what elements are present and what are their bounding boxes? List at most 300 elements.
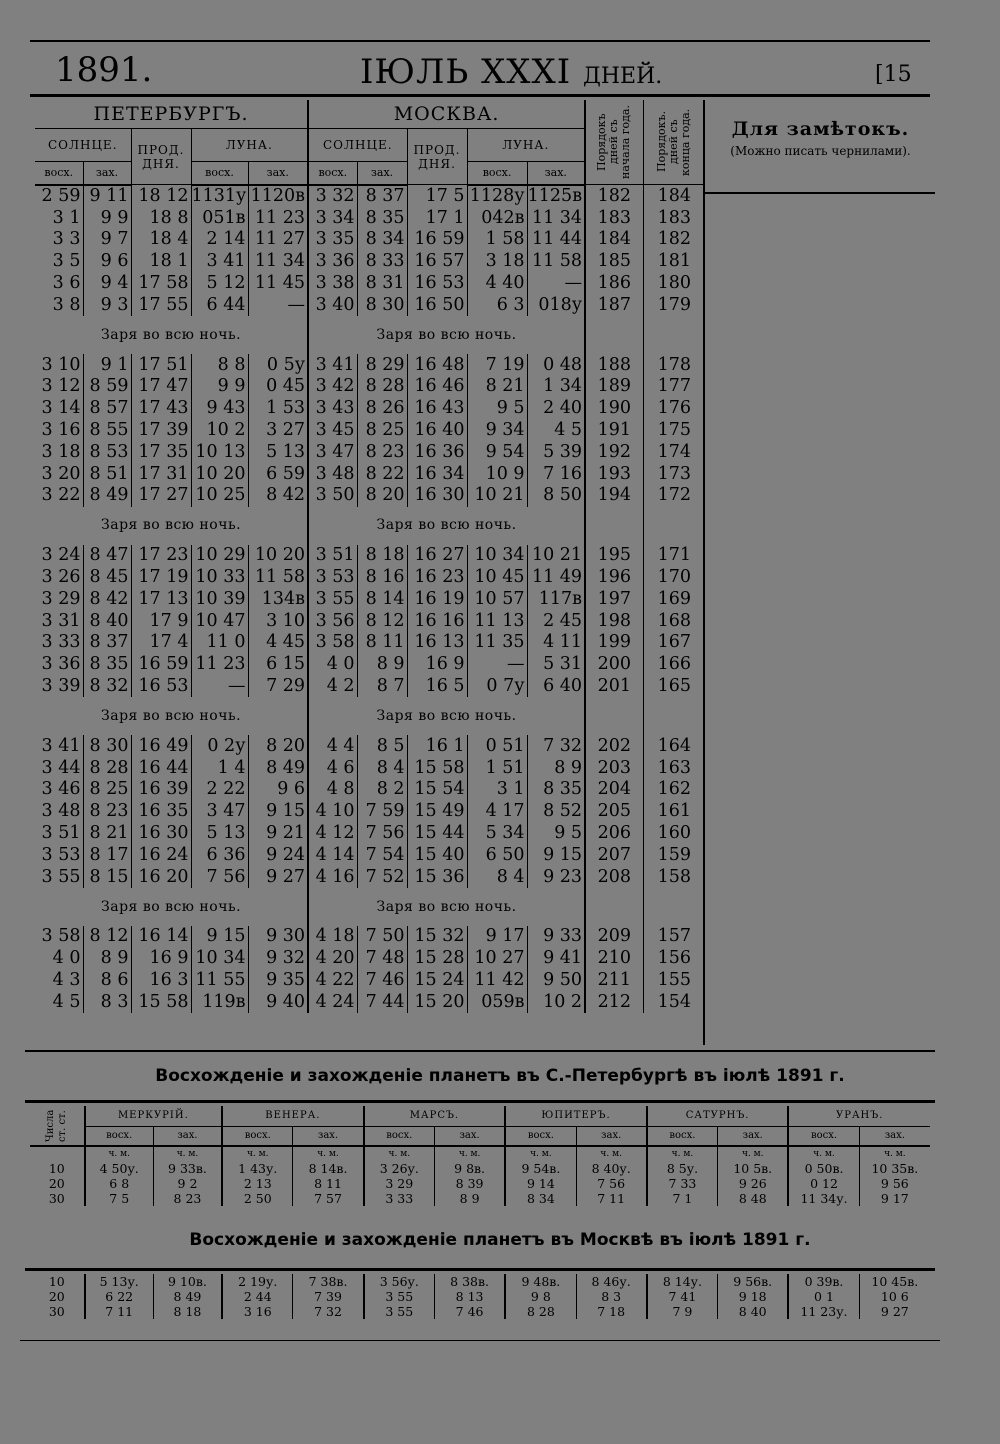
- ephemeris-cell: 16 19: [407, 588, 467, 610]
- ephemeris-row: [35, 251, 705, 273]
- planet-cell: 7 46: [434, 1304, 505, 1319]
- ephemeris-cell: 2 40: [527, 398, 585, 420]
- ephemeris-cell: 7 50: [357, 926, 407, 948]
- ephemeris-cell: 0 7у: [467, 676, 527, 698]
- ephemeris-cell: 3 47: [308, 441, 357, 463]
- ephemeris-cell: 8 35: [357, 207, 407, 229]
- ephemeris-cell: 17 9: [131, 610, 191, 632]
- ephemeris-cell: 8 2: [357, 779, 407, 801]
- unit-cell: ч. м.: [788, 1146, 859, 1161]
- ephemeris-row: [35, 779, 705, 801]
- planet-jupiter: ЮПИТЕРЪ.: [505, 1106, 647, 1127]
- ephemeris-cell: 8 14: [357, 588, 407, 610]
- ephemeris-cell: 211: [585, 970, 643, 992]
- planet-cell: 9 14: [505, 1176, 576, 1191]
- ephemeris-cell: 9 15: [248, 801, 308, 823]
- ephemeris-cell: 8 28: [357, 376, 407, 398]
- ephemeris-cell: 8 49: [83, 485, 131, 507]
- ephemeris-cell: 3 27: [248, 420, 308, 442]
- ephemeris-cell: 176: [643, 398, 705, 420]
- dawn-row: [35, 507, 705, 545]
- ephemeris-cell: 165: [643, 676, 705, 698]
- ephemeris-cell: 7 48: [357, 948, 407, 970]
- planet-cell: 0 12: [788, 1176, 859, 1191]
- ephemeris-cell: 8 42: [83, 588, 131, 610]
- ephemeris-cell: 169: [643, 588, 705, 610]
- ephemeris-cell: 10 57: [467, 588, 527, 610]
- ephemeris-cell: 3 42: [308, 376, 357, 398]
- ephemeris-cell: 1128у: [467, 185, 527, 208]
- ephemeris-cell: 8 33: [357, 251, 407, 273]
- planet-cell: 8 28: [505, 1304, 576, 1319]
- ephemeris-cell: 10 45: [467, 567, 527, 589]
- ephemeris-row: [35, 844, 705, 866]
- planet-cell: 7 39: [293, 1289, 364, 1304]
- ephemeris-cell: 17 5: [407, 185, 467, 208]
- planet-cell: 10 6: [859, 1289, 930, 1304]
- planet-cell: 8 18: [153, 1304, 222, 1319]
- ephemeris-cell: 4 8: [308, 779, 357, 801]
- ephemeris-cell: 10 33: [191, 567, 248, 589]
- planet-cell: 2 19у.: [222, 1274, 293, 1289]
- ephemeris-cell: 9 9: [191, 376, 248, 398]
- msk-sun-header: СОЛНЦЕ.: [308, 129, 407, 162]
- dawn-note-spb: Заря во всю ночь.: [101, 517, 242, 534]
- ephemeris-cell: 3 38: [308, 273, 357, 295]
- ephemeris-cell: 8 47: [83, 545, 131, 567]
- ephemeris-cell: 15 54: [407, 779, 467, 801]
- ephemeris-cell: 3 45: [308, 420, 357, 442]
- ephemeris-cell: 8 22: [357, 463, 407, 485]
- dawn-row: [35, 697, 705, 735]
- ephemeris-cell: 0 2у: [191, 735, 248, 757]
- ephemeris-cell: 8 57: [83, 398, 131, 420]
- ephemeris-cell: 0 51: [467, 735, 527, 757]
- planet-cell: 7 9: [647, 1304, 718, 1319]
- ephemeris-cell: 10 2: [191, 420, 248, 442]
- planet-cell: 9 56: [859, 1176, 930, 1191]
- ephemeris-cell: 9 5: [467, 398, 527, 420]
- ephemeris-cell: 204: [585, 779, 643, 801]
- ephemeris-cell: 10 34: [467, 545, 527, 567]
- ephemeris-cell: 8 5: [357, 735, 407, 757]
- ephemeris-cell: 210: [585, 948, 643, 970]
- ephemeris-cell: 11 49: [527, 567, 585, 589]
- ephemeris-cell: 0 5у: [248, 354, 308, 376]
- ephemeris-cell: 16 1: [407, 735, 467, 757]
- ephemeris-cell: 15 44: [407, 823, 467, 845]
- jupiter-rise: восх.: [505, 1127, 576, 1147]
- spb-sun-set: зах.: [83, 161, 131, 185]
- dawn-row: [35, 316, 705, 354]
- month-title: [360, 52, 662, 92]
- ephemeris-cell: 193: [585, 463, 643, 485]
- ephemeris-cell: 1 53: [248, 398, 308, 420]
- planet-cell: 8 49: [153, 1289, 222, 1304]
- unit-cell: ч. м.: [364, 1146, 435, 1161]
- ephemeris-cell: 157: [643, 926, 705, 948]
- planet-cell: 7 11: [85, 1304, 154, 1319]
- ephemeris-cell: 8 3: [83, 991, 131, 1013]
- spb-sun-rise: восх.: [35, 161, 83, 185]
- ephemeris-cell: 3 53: [41, 844, 81, 865]
- ephemeris-cell: 11 44: [527, 229, 585, 251]
- ephemeris-cell: 17 19: [131, 567, 191, 589]
- ephemeris-cell: 15 58: [131, 991, 191, 1013]
- ephemeris-row: [35, 185, 705, 208]
- ephemeris-cell: 192: [585, 441, 643, 463]
- ephemeris-cell: 7 54: [357, 844, 407, 866]
- ephemeris-cell: 7 44: [357, 991, 407, 1013]
- ephemeris-cell: 9 17: [467, 926, 527, 948]
- ephemeris-cell: 188: [585, 354, 643, 376]
- planet-cell: 10 35в.: [859, 1161, 930, 1176]
- ephemeris-cell: 9 15: [527, 844, 585, 866]
- ephemeris-cell: 3 35: [308, 229, 357, 251]
- ephemeris-cell: 8 52: [527, 801, 585, 823]
- ephemeris-cell: 9 35: [248, 970, 308, 992]
- planet-date: 10: [48, 1160, 65, 1176]
- ephemeris-cell: 3 40: [308, 294, 357, 316]
- ephemeris-cell: 8 12: [83, 926, 131, 948]
- ephemeris-row: [35, 545, 705, 567]
- ephemeris-cell: 3 6: [52, 273, 81, 294]
- ephemeris-cell: 15 58: [407, 757, 467, 779]
- planet-cell: 9 54в.: [505, 1161, 576, 1176]
- ephemeris-cell: 042в: [467, 207, 527, 229]
- planet-saturn: САТУРНЪ.: [647, 1106, 789, 1127]
- ephemeris-cell: 8 17: [83, 844, 131, 866]
- ephemeris-cell: 8 23: [83, 801, 131, 823]
- city-msk: МОСКВА.: [308, 100, 585, 129]
- planet-row: [30, 1304, 930, 1319]
- ephemeris-cell: 3 14: [41, 398, 81, 419]
- planet-cell: 3 33: [364, 1191, 435, 1206]
- ephemeris-cell: 10 20: [248, 545, 308, 567]
- ephemeris-cell: 7 52: [357, 866, 407, 888]
- venus-rise: восх.: [222, 1127, 293, 1147]
- ephemeris-cell: 172: [643, 485, 705, 507]
- mercury-set: зах.: [153, 1127, 222, 1147]
- ephemeris-cell: 8 16: [357, 567, 407, 589]
- ephemeris-cell: 9 32: [248, 948, 308, 970]
- planets-spb-title: Восхожденіе и захожденіе планетъ въ С.-Петербургѣ въ іюлѣ 1891 г.: [155, 1066, 845, 1086]
- ephemeris-cell: 11 0: [191, 632, 248, 654]
- planet-cell: 7 11: [576, 1191, 647, 1206]
- mars-rise: восх.: [364, 1127, 435, 1147]
- unit-empty: [30, 1146, 85, 1161]
- notes-rule: [705, 192, 935, 194]
- ephemeris-row: [35, 801, 705, 823]
- venus-set: зах.: [293, 1127, 364, 1147]
- ephemeris-cell: 3 1: [467, 779, 527, 801]
- ephemeris-cell: 9 9: [83, 207, 131, 229]
- ephemeris-cell: 3 51: [41, 823, 81, 844]
- msk-dur-word: ПРОД.: [413, 142, 461, 157]
- ephemeris-cell: 3 16: [41, 420, 81, 441]
- ephemeris-cell: 3 24: [41, 545, 81, 566]
- year-title: 1891.: [55, 50, 153, 90]
- ephemeris-cell: 6 40: [527, 676, 585, 698]
- planet-row: [30, 1289, 930, 1304]
- planet-cell: 8 9: [434, 1191, 505, 1206]
- spb-sun-header: СОЛНЦЕ.: [35, 129, 131, 162]
- dawn-empty: [643, 507, 705, 545]
- ephemeris-cell: 16 53: [407, 273, 467, 295]
- ephemeris-cell: 7 16: [527, 463, 585, 485]
- spb-duration-header: [131, 129, 191, 185]
- ephemeris-cell: 6 50: [467, 844, 527, 866]
- ephemeris-cell: 8 21: [83, 823, 131, 845]
- ephemeris-cell: 3 3: [52, 229, 81, 250]
- city-spb: ПЕТЕРБУРГЪ.: [35, 100, 308, 129]
- mercury-rise: восх.: [85, 1127, 154, 1147]
- ephemeris-cell: 8 32: [83, 676, 131, 698]
- ephemeris-cell: 8 25: [83, 779, 131, 801]
- ephemeris-cell: 0 45: [248, 376, 308, 398]
- unit-cell: ч. м.: [859, 1146, 930, 1161]
- ephemeris-cell: —: [248, 294, 308, 316]
- planets-msk-title: Восхожденіе и захожденіе планетъ въ Москвѣ въ іюлѣ 1891 г.: [189, 1230, 811, 1250]
- ephemeris-cell: 11 23: [248, 207, 308, 229]
- ephemeris-cell: 4 22: [308, 970, 357, 992]
- planet-cell: 6 22: [85, 1289, 154, 1304]
- ephemeris-cell: 3 22: [41, 485, 81, 506]
- planet-cell: 1 43у.: [222, 1161, 293, 1176]
- ephemeris-row: [35, 926, 705, 948]
- ephemeris-cell: 3 10: [41, 354, 81, 375]
- msk-duration-header: [407, 129, 467, 185]
- ephemeris-cell: 9 1: [83, 354, 131, 376]
- ephemeris-cell: 203: [585, 757, 643, 779]
- ephemeris-cell: 11 35: [467, 632, 527, 654]
- header-rule: [30, 94, 930, 97]
- ephemeris-cell: —: [527, 273, 585, 295]
- planet-cell: 7 33: [647, 1176, 718, 1191]
- planet-uranus: УРАНЪ.: [788, 1106, 930, 1127]
- planet-cell: 10 5в.: [718, 1161, 789, 1176]
- ephemeris-cell: 16 9: [131, 948, 191, 970]
- ephemeris-cell: 8 25: [357, 420, 407, 442]
- planets-top-rule: [25, 1050, 935, 1052]
- ephemeris-cell: 16 49: [131, 735, 191, 757]
- ephemeris-cell: 17 23: [131, 545, 191, 567]
- ephemeris-cell: 7 19: [467, 354, 527, 376]
- ephemeris-cell: 207: [585, 844, 643, 866]
- ephemeris-cell: 8 29: [357, 354, 407, 376]
- date-header: [30, 1106, 85, 1146]
- planet-cell: 9 17: [859, 1191, 930, 1206]
- ephemeris-cell: 4 20: [308, 948, 357, 970]
- dawn-row: [35, 888, 705, 926]
- spb-moon-header: ЛУНА.: [191, 129, 308, 162]
- ephemeris-cell: 179: [643, 294, 705, 316]
- ephemeris-cell: 8 31: [357, 273, 407, 295]
- planet-cell: 8 39: [434, 1176, 505, 1191]
- dawn-empty: [643, 888, 705, 926]
- ephemeris-cell: 163: [643, 757, 705, 779]
- ephemeris-cell: 8 30: [83, 735, 131, 757]
- ephemeris-cell: 8 6: [83, 970, 131, 992]
- ephemeris-cell: 16 35: [131, 801, 191, 823]
- ephemeris-cell: 3 5: [52, 251, 81, 272]
- ephemeris-cell: 9 3: [83, 294, 131, 316]
- ephemeris-body: [35, 185, 705, 1014]
- notes-area: [708, 118, 933, 158]
- ephemeris-cell: 3 46: [41, 779, 81, 800]
- ephemeris-cell: 6 3: [467, 294, 527, 316]
- ephemeris-cell: 16 59: [407, 229, 467, 251]
- ephemeris-cell: 10 27: [467, 948, 527, 970]
- planet-cell: 8 3: [576, 1289, 647, 1304]
- ephemeris-cell: 10 34: [191, 948, 248, 970]
- planet-date: 30: [48, 1190, 65, 1206]
- ephemeris-cell: 17 43: [131, 398, 191, 420]
- ephemeris-cell: 9 15: [191, 926, 248, 948]
- ephemeris-row: [35, 294, 705, 316]
- planet-cell: 8 38в.: [434, 1274, 505, 1289]
- ephemeris-cell: 3 56: [308, 610, 357, 632]
- ephemeris-cell: 2 22: [191, 779, 248, 801]
- dawn-note-msk: Заря во всю ночь.: [308, 316, 585, 354]
- ephemeris-cell: 16 39: [131, 779, 191, 801]
- ephemeris-cell: 3 18: [41, 441, 81, 462]
- ephemeris-cell: 6 44: [191, 294, 248, 316]
- ephemeris-cell: 208: [585, 866, 643, 888]
- unit-cell: ч. м.: [505, 1146, 576, 1161]
- ephemeris-cell: 17 13: [131, 588, 191, 610]
- ephemeris-cell: 4 12: [308, 823, 357, 845]
- planet-cell: 7 1: [647, 1191, 718, 1206]
- ephemeris-cell: 9 6: [83, 251, 131, 273]
- dawn-empty: [643, 316, 705, 354]
- ephemeris-cell: 8 12: [357, 610, 407, 632]
- unit-cell: ч. м.: [718, 1146, 789, 1161]
- planet-cell: 9 27: [859, 1304, 930, 1319]
- ephemeris-cell: 11 27: [248, 229, 308, 251]
- ephemeris-cell: 2 45: [527, 610, 585, 632]
- planet-date: 20: [48, 1288, 65, 1304]
- planet-date: 10: [48, 1273, 65, 1289]
- ephemeris-cell: 8 35: [83, 654, 131, 676]
- ephemeris-cell: 11 23: [191, 654, 248, 676]
- ephemeris-cell: 16 3: [131, 970, 191, 992]
- ephemeris-cell: 15 28: [407, 948, 467, 970]
- ephemeris-cell: 018у: [527, 294, 585, 316]
- ephemeris-cell: 3 58: [308, 632, 357, 654]
- ephemeris-cell: 16 50: [407, 294, 467, 316]
- planets-msk-table: [30, 1274, 930, 1319]
- ephemeris-cell: 200: [585, 654, 643, 676]
- planet-cell: 9 8: [505, 1289, 576, 1304]
- planet-cell: 8 5у.: [647, 1161, 718, 1176]
- ephemeris-cell: 198: [585, 610, 643, 632]
- ephemeris-cell: 196: [585, 567, 643, 589]
- ephemeris-row: [35, 398, 705, 420]
- ephemeris-cell: 16 9: [407, 654, 467, 676]
- ephemeris-cell: 11 55: [191, 970, 248, 992]
- ephemeris-cell: 10 21: [527, 545, 585, 567]
- ephemeris-row: [35, 610, 705, 632]
- date-header-label: Числа ст. ст.: [44, 1109, 68, 1142]
- ephemeris-cell: 184: [585, 229, 643, 251]
- ephemeris-cell: 8 40: [83, 610, 131, 632]
- ephemeris-row: [35, 441, 705, 463]
- ephemeris-cell: 8 35: [527, 779, 585, 801]
- ephemeris-cell: 4 16: [308, 866, 357, 888]
- ephemeris-cell: 17 51: [131, 354, 191, 376]
- ephemeris-cell: 3 51: [308, 545, 357, 567]
- ephemeris-cell: 4 6: [308, 757, 357, 779]
- ephemeris-cell: 4 3: [52, 970, 81, 990]
- uranus-rise: восх.: [788, 1127, 859, 1147]
- planet-cell: 9 33в.: [153, 1161, 222, 1176]
- ephemeris-row: [35, 567, 705, 589]
- ephemeris-cell: 8 15: [83, 866, 131, 888]
- ephemeris-cell: 8 28: [83, 757, 131, 779]
- planet-cell: 8 34: [505, 1191, 576, 1206]
- unit-cell: ч. м.: [85, 1146, 154, 1161]
- ephemeris-cell: 4 10: [308, 801, 357, 823]
- planet-cell: 3 16: [222, 1304, 293, 1319]
- ephemeris-cell: 18 4: [131, 229, 191, 251]
- ephemeris-row: [35, 948, 705, 970]
- ephemeris-row: [35, 273, 705, 295]
- ephemeris-cell: 16 20: [131, 866, 191, 888]
- ephemeris-cell: 201: [585, 676, 643, 698]
- ephemeris-cell: 161: [643, 801, 705, 823]
- ephemeris-cell: 11 34: [527, 207, 585, 229]
- planet-cell: 9 8в.: [434, 1161, 505, 1176]
- ephemeris-cell: 3 41: [308, 354, 357, 376]
- dawn-empty: [585, 316, 643, 354]
- ephemeris-cell: 197: [585, 588, 643, 610]
- dawn-note-spb: Заря во всю ночь.: [101, 326, 242, 343]
- planet-cell: 3 55: [364, 1304, 435, 1319]
- ephemeris-cell: 16 14: [131, 926, 191, 948]
- ephemeris-cell: 6 15: [248, 654, 308, 676]
- ephemeris-cell: 16 5: [407, 676, 467, 698]
- ephemeris-cell: 17 47: [131, 376, 191, 398]
- spb-moon-rise: восх.: [191, 161, 248, 185]
- ephemeris-cell: 16 30: [407, 485, 467, 507]
- planet-cell: 9 18: [718, 1289, 789, 1304]
- mars-set: зах.: [434, 1127, 505, 1147]
- notes-title: Для замѣтокъ.: [731, 118, 910, 140]
- order-start-label: Порядокъ дней съ начала года.: [595, 105, 633, 179]
- msk-sun-set: зах.: [357, 161, 407, 185]
- ephemeris-cell: 16 43: [407, 398, 467, 420]
- notes-subtitle: (Можно писать чернилами).: [730, 144, 911, 158]
- ephemeris-cell: 174: [643, 441, 705, 463]
- planet-cell: 6 8: [85, 1176, 154, 1191]
- ephemeris-cell: 7 56: [191, 866, 248, 888]
- ephemeris-cell: 15 24: [407, 970, 467, 992]
- ephemeris-cell: 119в: [191, 991, 248, 1013]
- planets-spb-table: [30, 1106, 930, 1206]
- ephemeris-cell: 194: [585, 485, 643, 507]
- planet-cell: 9 2: [153, 1176, 222, 1191]
- ephemeris-cell: 199: [585, 632, 643, 654]
- ephemeris-cell: 16 53: [131, 676, 191, 698]
- ephemeris-cell: 4 11: [527, 632, 585, 654]
- ephemeris-cell: 5 31: [527, 654, 585, 676]
- ephemeris-cell: 3 26: [41, 567, 81, 588]
- ephemeris-cell: 3 41: [191, 251, 248, 273]
- ephemeris-cell: 184: [643, 185, 705, 208]
- ephemeris-cell: 212: [585, 991, 643, 1013]
- ephemeris-cell: 10 39: [191, 588, 248, 610]
